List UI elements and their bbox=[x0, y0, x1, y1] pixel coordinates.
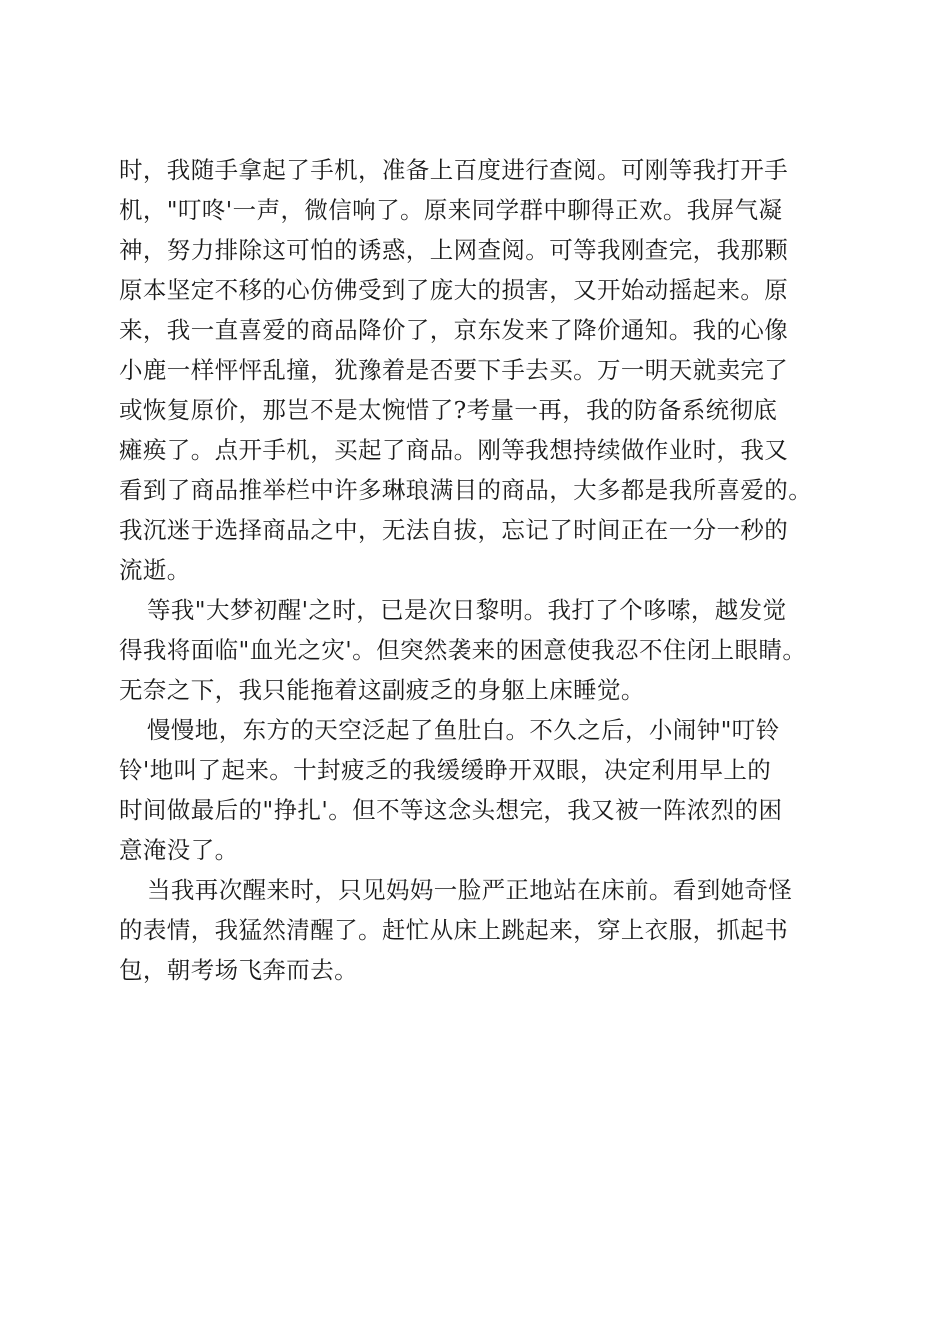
essay-body bbox=[119, 150, 849, 990]
text-line: 的表情，我猛然清醒了。赶忙从床上跳起来，穿上衣服，抓起书 bbox=[119, 916, 789, 944]
text-line: 看到了商品推举栏中许多琳琅满目的商品，大多都是我所喜爱的。 bbox=[119, 476, 813, 504]
text-line: 流逝。 bbox=[119, 556, 191, 584]
paragraph-2 bbox=[119, 590, 849, 710]
text-line: 无奈之下，我只能拖着这副疲乏的身躯上床睡觉。 bbox=[119, 676, 645, 704]
text-line: 原本坚定不移的心仿佛受到了庞大的损害，又开始动摇起来。原 bbox=[119, 276, 789, 304]
text-line: 等我"大梦初醒'之时，已是次日黎明。我打了个哆嗦，越发觉 bbox=[147, 596, 787, 624]
text-line: 铃'地叫了起来。十封疲乏的我缓缓睁开双眼，决定利用早上的 bbox=[119, 756, 772, 784]
paragraph-4 bbox=[119, 870, 849, 990]
text-line: 我沉迷于选择商品之中，无法自拔，忘记了时间正在一分一秒的 bbox=[119, 516, 789, 544]
text-line: 意淹没了。 bbox=[119, 836, 239, 864]
text-line: 时间做最后的"挣扎'。但不等这念头想完，我又被一阵浓烈的困 bbox=[119, 796, 783, 824]
text-line: 神，努力排除这可怕的诱惑，上网查阅。可等我刚查完，我那颗 bbox=[119, 236, 789, 264]
text-line: 当我再次醒来时，只见妈妈一脸严正地站在床前。看到她奇怪 bbox=[147, 876, 793, 904]
text-line: 慢慢地，东方的天空泛起了鱼肚白。不久之后，小闹钟"叮铃 bbox=[147, 716, 780, 744]
text-line: 得我将面临"血光之灾'。但突然袭来的困意使我忍不住闭上眼睛。 bbox=[119, 636, 807, 664]
text-line: 或恢复原价，那岂不是太惋惜了?考量一再，我的防备系统彻底 bbox=[119, 396, 778, 424]
text-line: 来，我一直喜爱的商品降价了，京东发来了降价通知。我的心像 bbox=[119, 316, 789, 344]
text-line: 时，我随手拿起了手机，准备上百度进行查阅。可刚等我打开手 bbox=[119, 156, 789, 184]
text-line: 机，"叮咚'一声，微信响了。原来同学群中聊得正欢。我屏气凝 bbox=[119, 196, 783, 224]
paragraph-1 bbox=[119, 150, 849, 590]
text-line: 小鹿一样怦怦乱撞，犹豫着是否要下手去买。万一明天就卖完了 bbox=[119, 356, 789, 384]
paragraph-3 bbox=[119, 710, 849, 870]
text-line: 瘫痪了。点开手机，买起了商品。刚等我想持续做作业时，我又 bbox=[119, 436, 789, 464]
text-line: 包，朝考场飞奔而去。 bbox=[119, 956, 358, 984]
